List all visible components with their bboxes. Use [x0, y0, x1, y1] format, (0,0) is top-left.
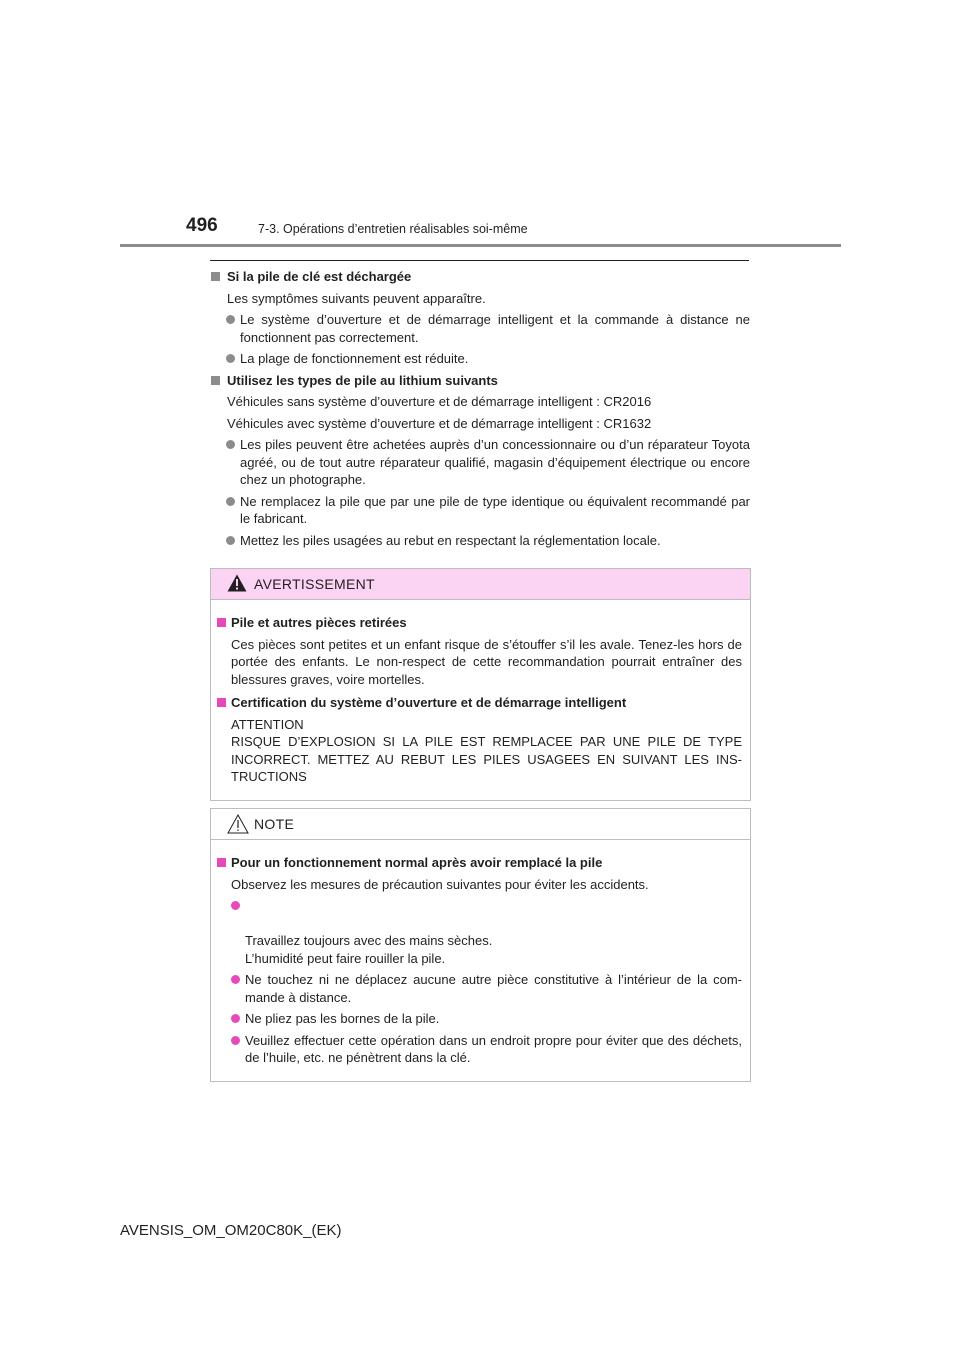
- round-bullet-icon: [231, 1036, 240, 1045]
- square-bullet-icon: [217, 618, 226, 627]
- list-item-text: Ne remplacez la pile que par une pile de type identique ou équivalent recommandé par le fabricant.: [240, 493, 750, 526]
- list-item: [217, 1010, 742, 1028]
- round-bullet-icon: [226, 354, 235, 363]
- square-bullet-icon: [211, 272, 220, 281]
- square-bullet-icon: [217, 858, 226, 867]
- list-item-text: Ne pliez pas les bornes de la pile.: [245, 1011, 440, 1026]
- paragraph: Véhicules sans système d’ouverture et de démarrage intelligent : CR2016: [227, 394, 652, 409]
- warning-body: [211, 600, 750, 800]
- round-bullet-icon: [226, 315, 235, 324]
- list-item-text: Ne touchez ni ne déplacez aucune autre pièce constitutive à l’intérieur de la com-mande à distance.: [245, 972, 742, 1005]
- round-bullet-icon: [231, 901, 240, 910]
- list-item: [210, 532, 750, 550]
- round-bullet-icon: [231, 975, 240, 984]
- paragraph: Véhicules avec système d’ouverture et de démarrage intelligent : CR1632: [227, 415, 652, 431]
- list-item: [217, 1032, 742, 1067]
- caution-triangle-icon: [227, 814, 249, 834]
- warning-heading-text: Certification du système d’ouverture et de démarrage intelligent: [231, 695, 627, 710]
- note-heading: [217, 854, 742, 872]
- warning-box: [210, 568, 751, 801]
- list-item-text: Mettez les piles usagées au rebut en respectant la réglementation locale.: [240, 532, 661, 548]
- warning-triangle-icon: [227, 574, 247, 592]
- section-heading-text: Utilisez les types de pile au lithium suivants: [227, 372, 498, 388]
- section-rule: [210, 260, 749, 261]
- list-item: [210, 350, 750, 368]
- round-bullet-icon: [231, 1014, 240, 1023]
- list-item-text: Les piles peuvent être achetées auprès d’un concessionnaire ou d’un réparateur Toyota agréé, ou de tout autre réparateur qualifié, magasin d’équipement électrique ou encore chez un photographe.: [240, 437, 750, 487]
- round-bullet-icon: [226, 440, 235, 449]
- warning-title: AVERTISSEMENT: [254, 576, 375, 592]
- chapter-title: 7-3. Opérations d’entretien réalisables soi-même: [258, 222, 528, 236]
- list-item: [217, 897, 742, 967]
- note-title: NOTE: [254, 816, 295, 832]
- document-code: AVENSIS_OM_OM20C80K_(EK): [120, 1222, 342, 1239]
- paragraph: Les symptômes suivants peuvent apparaître.: [227, 290, 486, 306]
- note-paragraph: Observez les mesures de précaution suivantes pour éviter les accidents.: [231, 876, 649, 892]
- list-item: [210, 436, 750, 489]
- section-heading-battery-low: [210, 268, 750, 286]
- warning-heading-certification: [217, 694, 742, 712]
- square-bullet-icon: [211, 376, 220, 385]
- warning-paragraph: ATTENTION RISQUE D’EXPLOSION SI LA PILE EST REMPLACEE PAR UNE PILE DE TYPE INCORRECT. METTEZ AU REBUT LES PILES USAGEES EN SUIVANT LES INS-TRUCTIONS: [231, 716, 742, 784]
- list-item: [210, 311, 750, 346]
- note-header: [211, 809, 750, 840]
- warning-heading-parts: [217, 614, 742, 632]
- note-box: [210, 808, 751, 1082]
- list-item-text: Travaillez toujours avec des mains sèches. L’humidité peut faire rouiller la pile.: [245, 933, 493, 966]
- main-content: [210, 268, 750, 549]
- round-bullet-icon: [226, 497, 235, 506]
- list-item-text: La plage de fonctionnement est réduite.: [240, 351, 469, 366]
- list-item: [217, 971, 742, 1006]
- note-body: [211, 840, 750, 1081]
- warning-header: [211, 569, 750, 600]
- section-heading-text: Si la pile de clé est déchargée: [227, 269, 412, 284]
- note-heading-text: Pour un fonctionnement normal après avoir remplacé la pile: [231, 855, 603, 870]
- square-bullet-icon: [217, 698, 226, 707]
- header-rule: [120, 244, 841, 247]
- warning-paragraph: Ces pièces sont petites et un enfant risque de s’étouffer s’il les avale. Tenez-les hors de portée des enfants. Le non-respect de cette recommandation pourrait entraîner des blessures graves, voire mortelles.: [231, 636, 742, 687]
- list-item-text: Le système d’ouverture et de démarrage intelligent et la commande à distance ne fonctionnent pas correctement.: [240, 312, 750, 345]
- list-item: [210, 493, 750, 528]
- warning-heading-text: Pile et autres pièces retirées: [231, 615, 407, 630]
- list-item-text: Veuillez effectuer cette opération dans un endroit propre pour éviter que des déchets, de l’huile, etc. ne pénètrent dans la clé.: [245, 1032, 742, 1065]
- section-heading-battery-types: [210, 372, 750, 390]
- round-bullet-icon: [226, 536, 235, 545]
- page-number: 496: [186, 215, 218, 236]
